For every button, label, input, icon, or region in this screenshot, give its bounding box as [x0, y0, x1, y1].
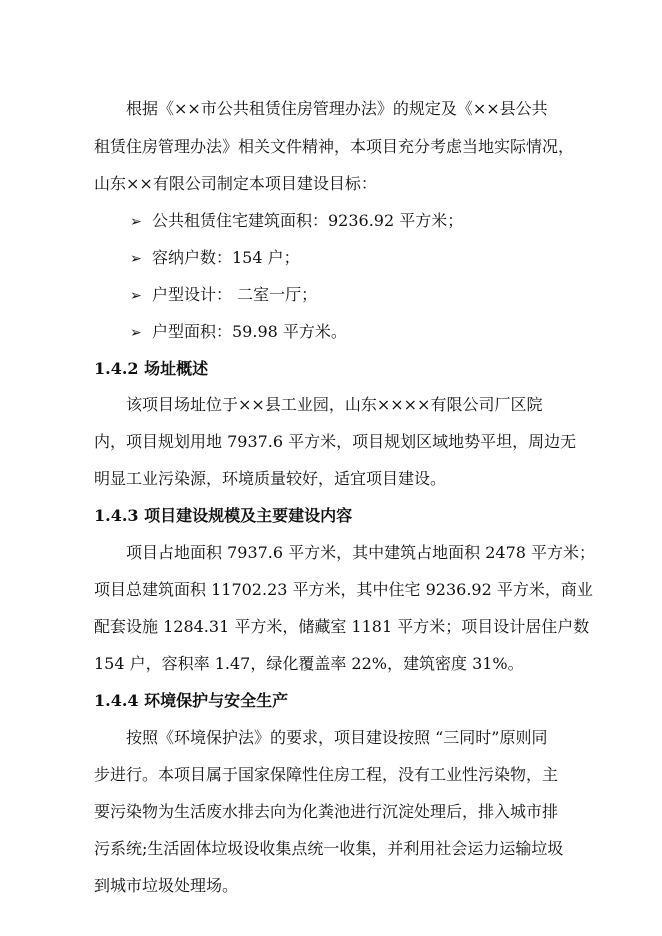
section-1-4-3-line-3: 配套设施 1284.31 平方米，储藏室 1181 平方米；项目设计居住户数 [94, 617, 590, 636]
bullet-item [130, 247, 300, 270]
bullet-item [130, 284, 317, 307]
intro-line-3: 山东××有限公司制定本项目建设目标： [94, 174, 377, 193]
section-1-4-4-line-5: 到城市垃圾处理场。 [94, 876, 239, 895]
section-1-4-3-line-2: 项目总建筑面积 11702.23 平方米，其中住宅 9236.92 平方米，商业 [94, 580, 593, 599]
section-1-4-4-line-2: 步进行。本项目属于国家保障性住房工程，没有工业性污染物，主 [94, 765, 559, 784]
section-1-4-3-line-1: 项目占地面积 7937.6 平方米，其中建筑占地面积 2478 平方米； [126, 543, 596, 562]
arrow-bullet-icon: ➢ [130, 288, 142, 304]
section-1-4-2-line-2: 内，项目规划用地 7937.6 平方米，项目规划区域地势平坦，周边无 [94, 432, 577, 451]
intro-line-2: 租赁住房管理办法》相关文件精神，本项目充分考虑当地实际情况， [94, 137, 575, 156]
section-heading-1-4-4: 1.4.4 环境保护与安全生产 [94, 691, 289, 710]
arrow-bullet-icon: ➢ [130, 251, 142, 267]
bullet-item [130, 321, 347, 344]
section-1-4-4-line-4: 污系统;生活固体垃圾设收集点统一收集，并利用社会运力运输垃圾 [94, 839, 564, 858]
section-heading-1-4-2: 1.4.2 场址概述 [94, 359, 209, 378]
section-1-4-4-line-1: 按照《环境保护法》的要求，项目建设按照 “三同时”原则同 [126, 728, 548, 747]
section-1-4-3-line-4: 154 户，容积率 1.47，绿化覆盖率 22%，建筑密度 31%。 [94, 654, 524, 673]
bullet-text: 容纳户数：154 户； [152, 248, 300, 267]
section-1-4-2-line-3: 明显工业污染源，环境质量较好，适宜项目建设。 [94, 469, 447, 488]
bullet-text: 户型设计： 二室一厅； [152, 285, 318, 304]
arrow-bullet-icon: ➢ [130, 214, 142, 230]
section-heading-1-4-3: 1.4.3 项目建设规模及主要建设内容 [94, 506, 353, 525]
bullet-item [130, 210, 463, 233]
bullet-text: 户型面积：59.98 平方米。 [152, 322, 347, 341]
section-1-4-4-line-3: 要污染物为生活废水排去向为化粪池进行沉淀处理后，排入城市排 [94, 802, 559, 821]
arrow-bullet-icon: ➢ [130, 325, 142, 341]
bullet-text: 公共租赁住宅建筑面积：9236.92 平方米； [152, 211, 464, 230]
intro-line-1: 根据《××市公共租赁住房管理办法》的规定及《××县公共 [126, 99, 548, 118]
section-1-4-2-line-1: 该项目场址位于××县工业园，山东××××有限公司厂区院 [126, 395, 543, 414]
